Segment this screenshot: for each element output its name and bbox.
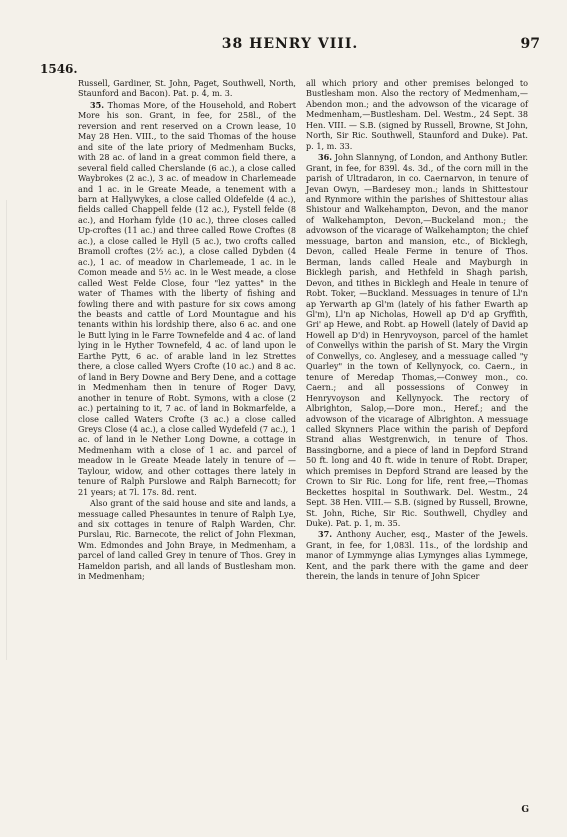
page-number: 97 <box>520 36 540 52</box>
margin-year: 1546. <box>40 62 78 76</box>
running-title: 38 HENRY VIII. <box>221 36 359 52</box>
page-header <box>40 36 540 58</box>
signature-mark: G <box>521 805 529 815</box>
entry-36 <box>306 152 528 528</box>
entry-number: 35. <box>90 99 105 110</box>
entry-text: Thomas More, of the Household, and Robert More his son. Grant, in fee, for 258l., of the reversion and rent reserved on a Crown lease, 10 May 28 Hen. VIII., to the said Thomas of the house and site of the late priory of Medmenham Bucks, with 28 ac. of land in a great common field there, a several field called Cherslande (6 ac.), a close called Waybrokes (2 ac.), 3 ac. of meadow in Charlemeade and 1 ac. in le Greate Meade, a tenement with a barn at Hallywykes, a close called Oldefelde (4 ac.), fields called Chappell felde (12 ac.), Fystell felde (8 ac.), and Horham fylde (10 ac.), three closes called Up-croftes (11 ac.) and three called Rowe Croftes (8 ac.), a close called le Hyll (5 ac.), two crofts called Bramoll croftes (2½ ac.), a close called Dybden (4 ac.), 1 ac. of meadow in Charlemeade, 1 ac. in le Comon meade and 5½ ac. in le West meade, a close called West Felde Close, four "lez yattes" in the water of Thames with the liberty of fishing and fowling there and with pasture for six cows among the beasts and cattle of Lord Mountague and his tenants within his lordship there, also 6 ac. and one le Butt lying in le Farre Townefelde and 4 ac. of land lying in le Hyther Townefeld, 4 ac. of land upon le Earthe Pytt, 6 ac. of arable land in lez Strettes there, a close called Wyers Crofte (10 ac.) and 8 ac. of land in Bery Downe and Bery Dene, and a cottage in Medmenham then in tenure of Roger Davy, another in tenure of Robt. Symons, with a close (2 ac.) pertaining to it, 7 ac. of land in Bokmarfelde, a close called Waters Crofte (3 ac.) a close called Greys Close (4 ac.), a close called Wydefeld (7 ac.), 1 ac. of land in le Nether Long Downe, a cottage in Medmenham with a close of 1 ac. and parcel of meadow in le Greate Meade lately in tenure of — Taylour, widow, and other cottages there lately in tenure of Ralph Purslowe and Ralph Barnecott; for 21 years; at 7l. 17s. 8d. rent. <box>78 99 296 497</box>
scan-watermark-icon <box>6 200 37 660</box>
entry-continuation: Russell, Gardiner, St. John, Paget, Southwell, North, Staunford and Bacon). Pat. p. 4, m. 3. <box>78 78 296 99</box>
entry-continuation: all which priory and other premises belonged to Bustlesham mon. Also the rectory of Medmenham,—Abendon mon.; and the advowson of the vicarage of Medmenham,—Bustlesham. Del. Westm., 24 Sept. 38 Hen. VIII. — S.B. (signed by Russell, Browne, St John, North, Sir Ric. Southwell, Staunford and Duke). Pat. p. 1, m. 33. <box>306 78 528 151</box>
entry-text: Anthony Aucher, esq., Master of the Jewels. Grant, in fee, for 1,083l. 11s., of the lordship and manor of Lymmynge alias Lymynges alias Lymmege, Kent, and the park there with the game and deer therein, the lands in tenure of John Spicer <box>306 529 528 582</box>
entry-number: 36. <box>318 152 333 163</box>
left-column <box>78 78 296 582</box>
entry-35 <box>78 100 296 497</box>
entry-number: 37. <box>318 529 333 540</box>
right-column <box>306 78 528 582</box>
entry-35-continued: Also grant of the said house and site and lands, a messuage called Phesauntes in tenure of Ralph Lye, and six cottages in tenure of Ralph Warden, Chr. Purslau, Ric. Barnecote, the relict of John Flexman, Wm. Edmondes and John Braye, in Medmenham, a parcel of land called Grey in tenure of Thos. Grey in Hameldon parish, and all lands of Bustlesham mon. in Medmenham; <box>78 498 296 582</box>
entry-text: John Slannyng, of London, and Anthony Butler. Grant, in fee, for 839l. 4s. 3d., of the corn mill in the parish of Ultradaron, in co. Caernarvon, in tenure of Jevan Owyn, —Bardesey mon.; lands in Shittestour and Rynmore within the parishes of Shittestour alias Shistour and Walkehampton, Devon, and the manor of Walkehampton, Devon,—Buckeland mon.; the advowson of the vicarage of Walkehampton; the chief messuage, barton and mansion, etc., of Bicklegh, Devon, called Heale Ferme in tenure of Thos. Berman, lands called Heale and Mayburgh in Bicklegh parish, and Hethfeld in Shagh parish, Devon, and tithes in Bicklegh and Heale in tenure of Robt. Toker, —Buckland. Messuages in tenure of Ll'n ap Yerwarth ap Gl'm (lately of his father Ewarth ap Gl'm), Ll'n ap Nicholas, Howell ap D'd ap Gryffith, Gri' ap Hewe, and Robt. ap Howell (lately of David ap Howell ap D'd) in Henryvoyson, parcel of the hamlet of Conwellys within the parish of St. Mary the Virgin of Conwellys, co. Anglesey, and a messuage called "y Quarley" in the town of Kellynyock, co. Caern., in tenure of Meredap Thomas,—Conwey mon., co. Caern.; and all possessions of Conwey in Henryvoyson and Kellynyock. The rectory of Albrighton, Salop,—Dore mon., Heref.; and the advowson of the vicarage of Albrighton. A messuage called Skynners Place within the parish of Depford Strand alias Westgrenwich, in tenure of Thos. Bassingborne, and a piece of land in Depford Strand 50 ft. long and 40 ft. wide in tenure of Robt. Draper, which premises in Depford Strand are leased by the Crown to Sir Ric. Long for life, rent free,—Thomas Beckettes hospital in Southwark. Del. Westm., 24 Sept. 38 Hen. VIII.— S.B. (signed by Russell, Browne, St. John, Riche, Sir Ric. Southwell, Chydley and Duke). Pat. p. 1, m. 35. <box>306 152 528 529</box>
entry-37 <box>306 529 528 581</box>
